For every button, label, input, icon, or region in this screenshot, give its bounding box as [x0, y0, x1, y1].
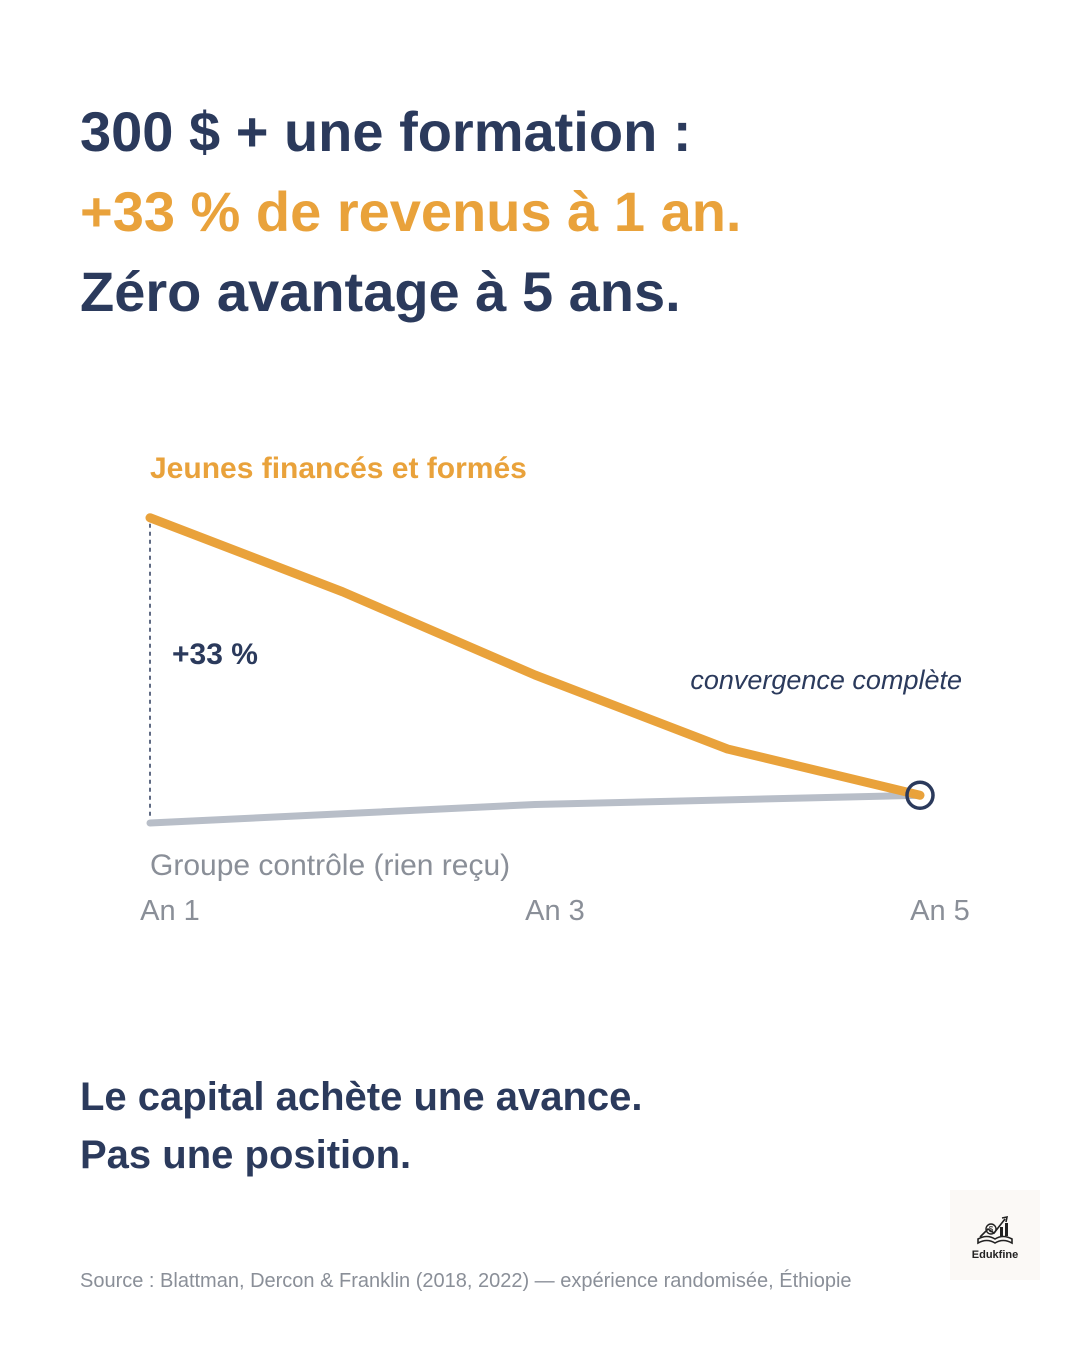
convergence-annotation: convergence complète	[690, 665, 962, 695]
brand-logo	[950, 1190, 1040, 1280]
x-tick-label: An 1	[140, 895, 200, 927]
x-tick-label: An 5	[910, 895, 970, 927]
takeaway-line-1: Le capital achète une avance.	[80, 1075, 643, 1119]
headline-line-3: Zéro avantage à 5 ans.	[80, 260, 681, 323]
headline-line-2: +33 % de revenus à 1 an.	[80, 180, 742, 243]
book-chart-icon	[975, 1209, 1015, 1247]
series-label-treatment: Jeunes financés et formés	[150, 451, 527, 485]
takeaway	[80, 1068, 642, 1184]
gap-annotation: +33 %	[172, 638, 258, 671]
source-note: Source : Blattman, Dercon & Franklin (2018, 2022) — expérience randomisée, Éthiopie	[80, 1270, 852, 1292]
brand-name: Edukfine	[971, 1249, 1019, 1261]
series-label-control: Groupe contrôle (rien reçu)	[150, 849, 511, 882]
headline-line-1: 300 $ + une formation :	[80, 100, 692, 163]
series-line-treatment	[150, 518, 920, 796]
headline	[80, 92, 741, 332]
takeaway-line-2: Pas une position.	[80, 1133, 412, 1177]
x-tick-label: An 3	[525, 895, 585, 927]
svg-text:$: $	[988, 1225, 994, 1234]
line-chart	[0, 451, 1080, 940]
series-line-control	[150, 795, 920, 823]
